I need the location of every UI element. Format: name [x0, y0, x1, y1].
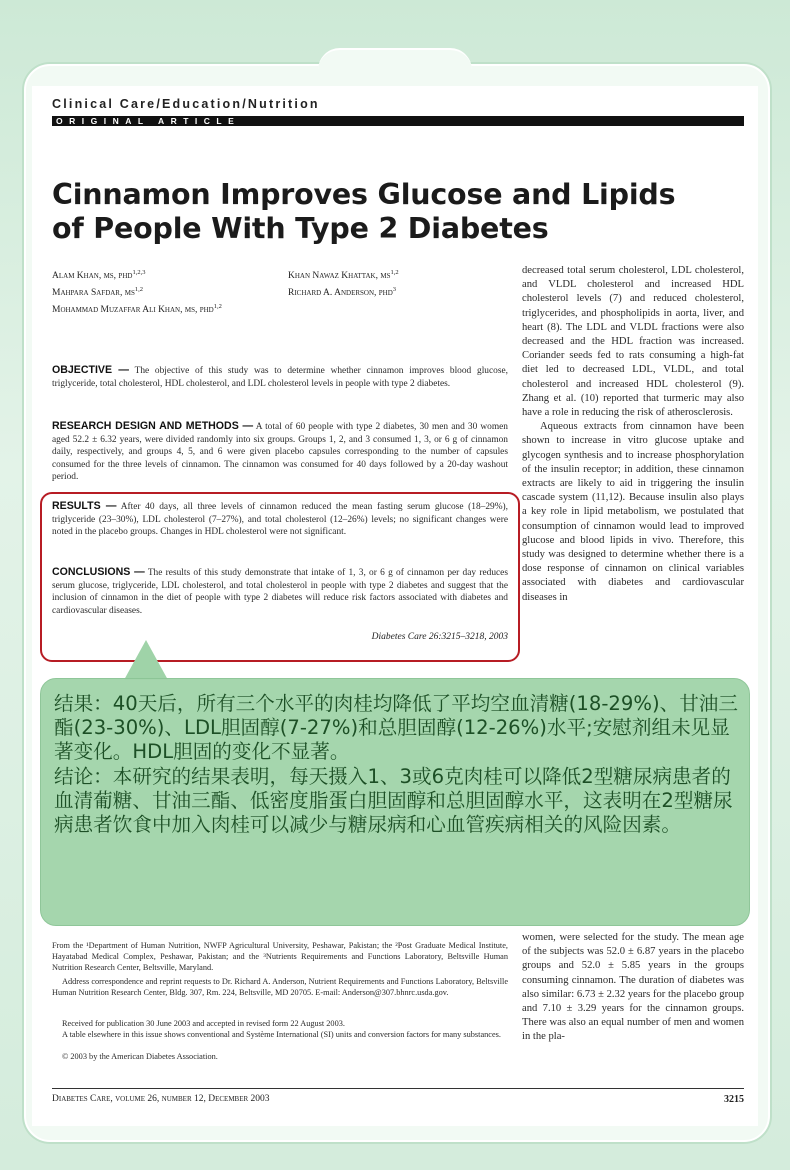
- callout-tail: [124, 640, 168, 680]
- results-label: RESULTS —: [52, 500, 117, 512]
- conclusions-label: CONCLUSIONS —: [52, 566, 145, 578]
- methods-label: RESEARCH DESIGN AND METHODS —: [52, 420, 254, 432]
- translation-text: [54, 692, 744, 837]
- section-header: Clinical Care/Education/Nutrition: [52, 97, 320, 111]
- body-paragraph: decreased total serum cholesterol, LDL cholesterol, and VLDL cholesterol and increased HDL cholesterol levels (7) and reduced cholesterol, triglycerides, and phospholipids in aorta, liver, and heart (8). The LDL and VLDL fractions were also decreased and the HDL fraction was increased. Coriander seeds fed to rats consuming a high-fat diet led to decreased LDL, VLDL, and total cholesterol and increased HDL cholesterol (9). Zhang et al. (10) reported that turmeric may also have a role in reducing the risk of atherosclerosis.: [522, 265, 744, 419]
- translation-conclusions: 结论：本研究的结果表明，每天摄入1、3或6克肉桂可以降低2型糖尿病患者的血清葡糖、甘油三酯、低密度脂蛋白胆固醇和总胆固醇水平，这表明在2型糖尿病患者饮食中加入肉桂可以减少与糖尿病和心血管疾病相关的风险因素。: [54, 764, 733, 837]
- body-paragraph: Aqueous extracts from cinnamon have been shown to increase in vitro glucose uptake and glycogen synthesis and to increase phosphorylation of the insulin receptor; in addition, these cinnamon extracts are likely to aid in triggering the insulin cascade system (11,12). Because insulin also plays a key role in lipid metabolism, we postulated that consumption of cinnamon would lead to improved glucose and blood lipids in vivo. Therefore, this study was designed to determine whether there is a dose response of cinnamon on clinical variables associated with diabetes and cardiovascular diseases in: [522, 421, 744, 603]
- footnote-copyright: © 2003 by the American Diabetes Association.: [62, 1052, 218, 1061]
- footnote-affiliations: From the ¹Department of Human Nutrition, NWFP Agricultural University, Peshawar, Pakistan; the ²Post Graduate Medical Institute, Hayatabad Medical Complex, Peshawar, Pakistan; and the ³Nutrients Requirements and Functions Laboratory, Beltsville Human Nutrition Research Center, Beltsville, Maryland.: [52, 941, 508, 972]
- abstract-results: [52, 500, 508, 539]
- right-column-bottom: women, were selected for the study. The mean age of the subjects was 52.0 ± 6.87 years in the placebo groups and 52.0 ± 5.85 years in the groups consuming cinnamon. The duration of diabetes was also similar: 6.73 ± 2.32 years for the placebo group and 7.10 ± 3.29 years for the cinnamon groups. There was also an equal number of men and women in the pla-: [522, 932, 744, 1043]
- author: Alam Khan, ms, phd$^{1,2,3}$: [52, 269, 146, 282]
- right-column-top: [522, 264, 744, 605]
- author: Richard A. Anderson, phd$^3$: [288, 286, 397, 299]
- abstract-objective: [52, 364, 508, 390]
- footer-rule: [52, 1088, 744, 1089]
- article-title: [52, 178, 752, 246]
- author: Mahpara Safdar, ms$^{1,2}$: [52, 286, 143, 299]
- page-number: 3215: [724, 1094, 744, 1105]
- author: Khan Nawaz Khattak, ms$^{1,2}$: [288, 269, 399, 282]
- footnote-address: Address correspondence and reprint requests to Dr. Richard A. Anderson, Nutrient Requirements and Functions Laboratory, Beltsville Human Nutrition Research Center, Bldg. 307, Rm. 224, Beltsville, MD 20705. E-mail: Anderson@307.bhnrc.usda.gov.: [52, 977, 508, 997]
- journal-footer: Diabetes Care, volume 26, number 12, December 2003: [52, 1094, 270, 1104]
- authors-right: [288, 266, 508, 300]
- card-notch: [318, 48, 472, 90]
- footnote-table: A table elsewhere in this issue shows conventional and Système International (SI) units and conversion factors for many substances.: [62, 1030, 501, 1039]
- author: Mohammad Muzaffar Ali Khan, ms, phd$^{1,2}$: [52, 303, 222, 316]
- results-text: After 40 days, all three levels of cinnamon reduced the mean fasting serum glucose (18–29%), triglyceride (23–30%), LDL cholesterol (7–27%), and total cholesterol (12–26%) levels; no significant changes were noted in the placebo groups. Changes in HDL cholesterol were not significant.: [52, 502, 508, 538]
- authors-left: [52, 266, 282, 317]
- objective-label: OBJECTIVE —: [52, 364, 129, 376]
- translation-results: 结果：40天后，所有三个水平的肉桂均降低了平均空血清糖(18-29%)、甘油三酯(23-30%)、LDL胆固醇(7-27%)和总胆固醇(12-26%)水平;安慰剂组未见显著变化。HDL胆固的变化不显著。: [54, 692, 738, 764]
- objective-text: The objective of this study was to determine whether cinnamon improves blood glucose, triglyceride, total cholesterol, HDL cholesterol, and LDL cholesterol levels in people with type 2 diabetes.: [52, 366, 508, 389]
- title-line-2: of People With Type 2 Diabetes: [52, 212, 549, 245]
- abstract-methods: [52, 420, 508, 484]
- conclusions-text: The results of this study demonstrate that intake of 1, 3, or 6 g of cinnamon per day reduces serum glucose, triglyceride, LDL cholesterol, and total cholesterol in people with type 2 diabetes and suggest that the inclusion of cinnamon in the diet of people with type 2 diabetes will reduce risk factors associated with diabetes and cardiovascular diseases.: [52, 568, 508, 616]
- article-type-label: ORIGINAL ARTICLE: [56, 116, 241, 126]
- title-line-1: Cinnamon Improves Glucose and Lipids: [52, 178, 676, 211]
- methods-text: A total of 60 people with type 2 diabetes, 30 men and 30 women aged 52.2 ± 6.32 years, were divided randomly into six groups. Groups 1, 2, and 3 consumed 1, 3, or 6 g of cinnamon daily, respectively, and groups 4, 5, and 6 were given placebo capsules corresponding to the number of capsules consumed for the three levels of cinnamon. The cinnamon was consumed for 40 days followed by a 20-day washout period.: [52, 422, 508, 483]
- abstract-conclusions: [52, 566, 508, 617]
- citation: Diabetes Care 26:3215–3218, 2003: [371, 632, 508, 642]
- footnote-received: Received for publication 30 June 2003 and accepted in revised form 22 August 2003.: [62, 1019, 345, 1028]
